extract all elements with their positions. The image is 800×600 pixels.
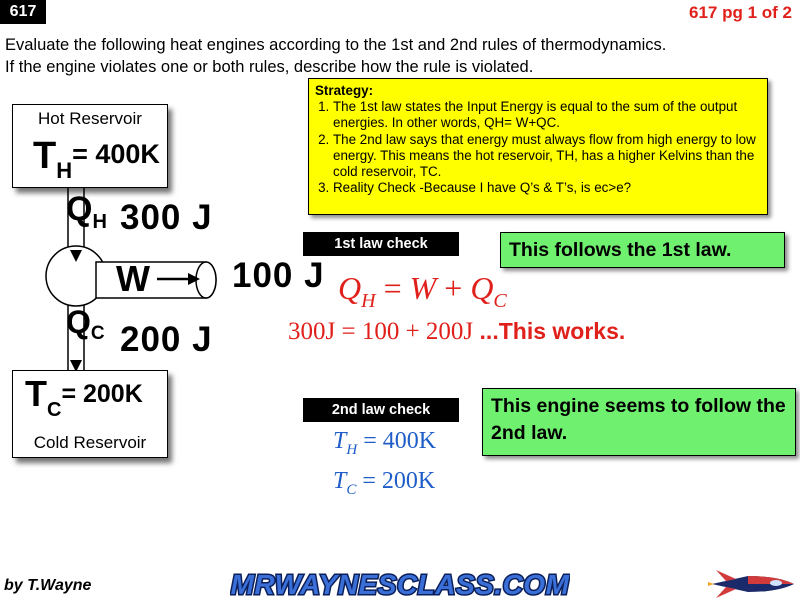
qh-value: 300 J xyxy=(120,198,213,237)
instructions-line-1: Evaluate the following heat engines according to the 1st and 2nd rules of thermodynamics. xyxy=(5,36,667,54)
first-law-verdict: This follows the 1st law. xyxy=(500,232,785,268)
cold-reservoir-label: Cold Reservoir xyxy=(33,433,147,452)
author-credit: by T.Wayne xyxy=(4,577,92,594)
slide-number-badge: 617 xyxy=(0,0,46,24)
second-law-verdict: This engine seems to follow the 2nd law. xyxy=(482,388,796,456)
first-law-check-label: 1st law check xyxy=(303,232,459,256)
qc-label: QC xyxy=(66,304,105,344)
th-equation: $T_H = 400K$ xyxy=(333,428,437,458)
site-logo[interactable] xyxy=(230,568,570,600)
cold-reservoir xyxy=(12,370,168,458)
tc-equation: $T_C = 200K$ xyxy=(333,468,436,498)
hot-temperature: TH= 400K xyxy=(33,135,160,183)
qh-label: QH xyxy=(66,190,107,233)
qc-value: 200 J xyxy=(120,320,213,359)
work-value: 100 J xyxy=(232,256,325,295)
cold-temperature: TC= 200K xyxy=(25,373,143,421)
instructions-line-2: If the engine violates one or both rules, describe how the rule is violated. xyxy=(5,58,534,76)
strategy-item-1: 1. The 1st law states the Input Energy is equal to the sum of the output energies. In other words, QH= W+QC. xyxy=(333,99,761,131)
work-symbol: W xyxy=(116,258,150,299)
page-indicator: 617 pg 1 of 2 xyxy=(689,3,792,22)
first-law-numeric: 300J = 100 + 200J ...This works. xyxy=(288,318,626,345)
hot-reservoir-label: Hot Reservoir xyxy=(38,109,142,128)
rocket-icon xyxy=(708,568,798,600)
second-law-check-label: 2nd law check xyxy=(303,398,459,422)
site-logo-text: MRWAYNESCLASS.COM xyxy=(230,569,570,600)
hot-reservoir xyxy=(12,104,168,188)
strategy-item-2: 2. The 2nd law says that energy must always flow from high energy to low energy. This means the hot reservoir, TH, has a higher Kelvins than the cold reservoir, TC. xyxy=(333,132,761,181)
strategy-box xyxy=(308,78,768,215)
strategy-title: Strategy: xyxy=(315,83,374,98)
first-law-equation: $Q_H = W + Q_C$ xyxy=(338,270,507,312)
strategy-item-3: 3. Reality Check -Because I have Q’s & T’s, is ec>e? xyxy=(333,180,761,196)
